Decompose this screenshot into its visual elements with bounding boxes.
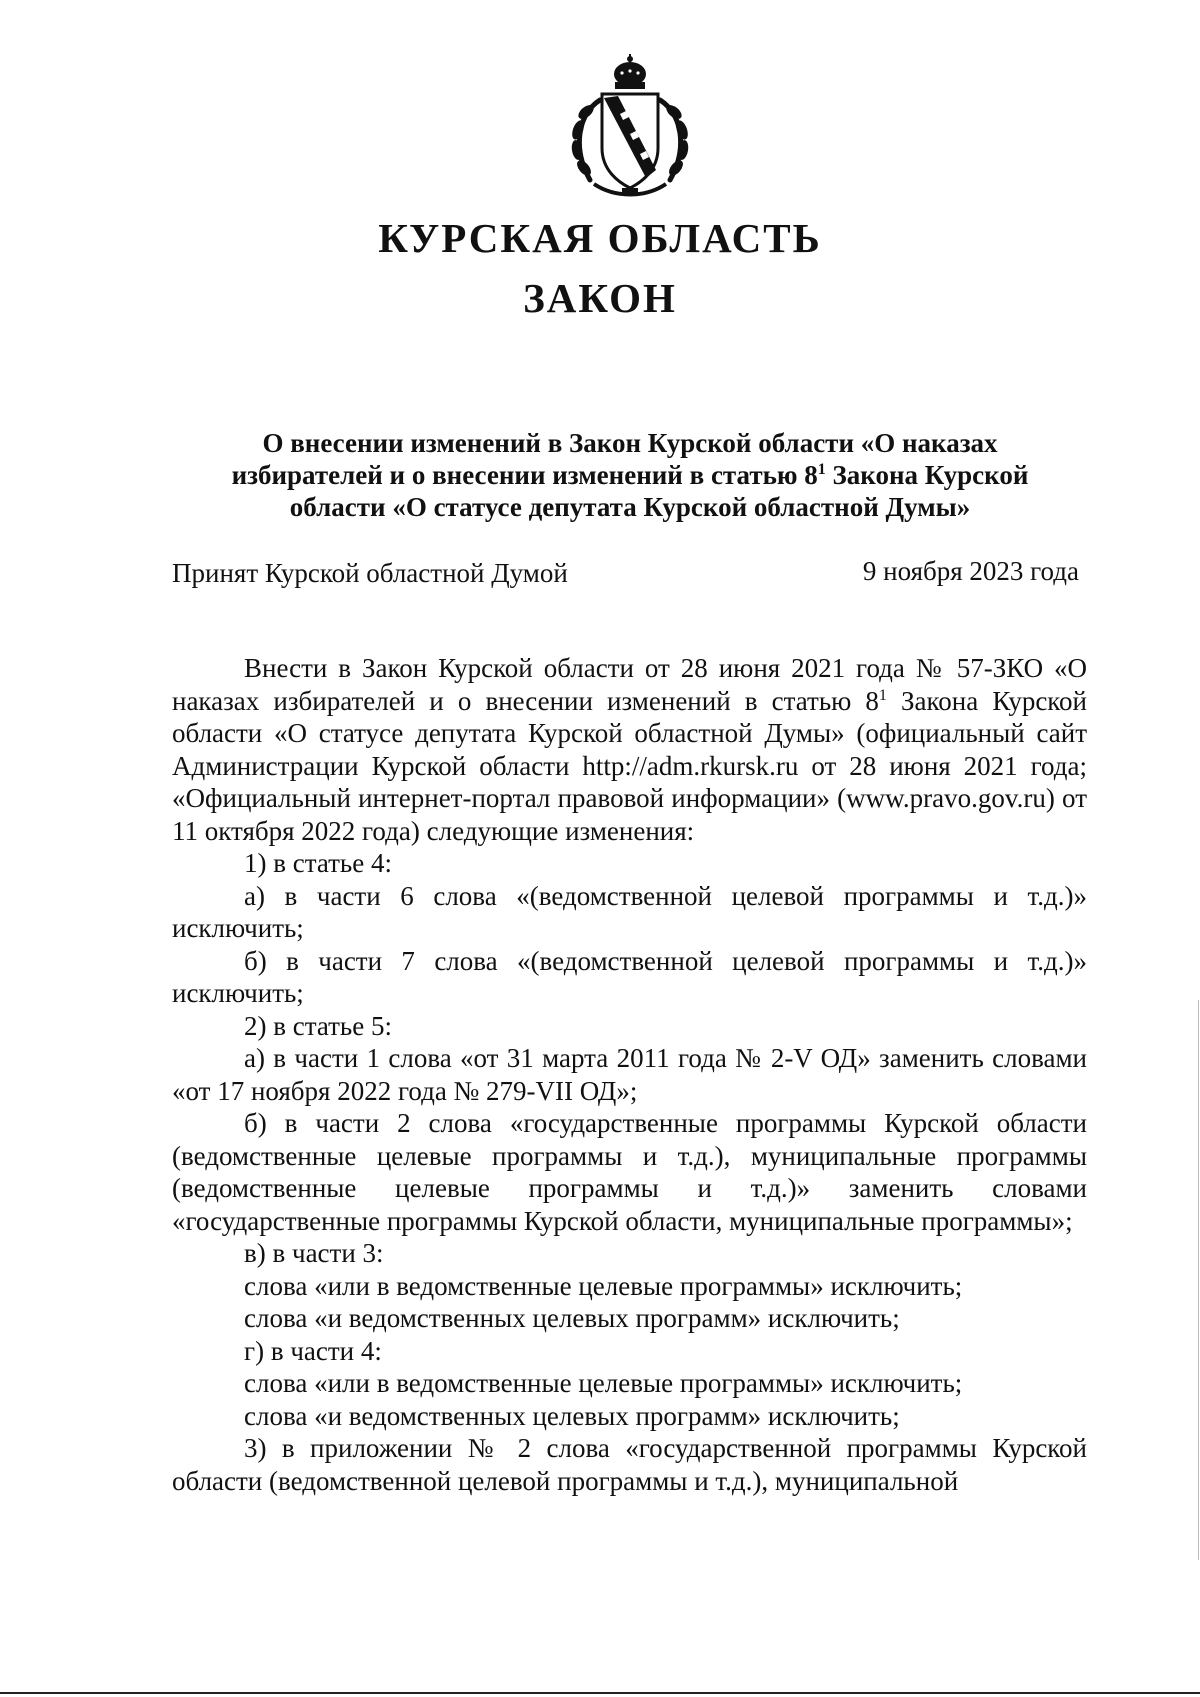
coat-of-arms-emblem: [560, 52, 700, 200]
adopted-date: 9 ноября 2023 года: [862, 556, 1079, 586]
heading-line-1: О внесении изменений в Закон Курской области «О наказах: [262, 428, 998, 458]
heading-line-2-tail: Закона Курской: [825, 460, 1029, 490]
law-heading: [170, 427, 1090, 523]
heading-line-2-text: избирателей и о внесении изменений в статью 8: [231, 460, 818, 490]
item-3: 3) в приложении № 2 слова «государственной программы Курской области (ведомственной целевой программы и т.д.), муниципальной: [172, 1433, 1087, 1496]
item-1b: б) в части 7 слова «(ведомственной целевой программы и т.д.)» исключить;: [172, 945, 1087, 1008]
item-1: 1) в статье 4:: [244, 848, 392, 878]
heading-line-2: [170, 459, 1090, 491]
intro-text-tail: Закона Курской области «О статусе депутата Курской областной Думы» (официальный сайт Администрации Курской области http://adm.rkursk.ru от 28 июня 2021 года; «Официальный интернет-портал правовой информации» (www.pravo.gov.ru) от 11 октября 2022 года) следующие изменения:: [172, 685, 1087, 846]
intro-superscript: 1: [878, 686, 887, 704]
item-2v-clause-1: слова «или в ведомственные целевые программы» исключить;: [244, 1270, 963, 1301]
document-type-title: ЗАКОН: [523, 275, 677, 321]
item-2a: а) в части 1 слова «от 31 марта 2011 года № 2-V ОД» заменить словами «от 17 ноября 2022 года № 279-VII ОД»;: [172, 1043, 1087, 1106]
intro-text: Внести в Закон Курской области от 28 июня 2021 года № 57-ЗКО «О наказах избирателей и о внесении изменений в статью 8: [172, 653, 1087, 716]
item-2b: б) в части 2 слова «государственные программы Курской области (ведомственные целевые программы и т.д.), муниципальные программы (ведомственные целевые программы и т.д.)» заменить словами «государственные программы Курской области, муниципальные программы»;: [172, 1108, 1087, 1236]
heading-superscript: 1: [817, 461, 826, 478]
scan-edge-line: [1198, 1000, 1199, 1560]
heading-line-3: области «О статусе депутата Курской областной Думы»: [289, 492, 971, 522]
item-2g-clause-2: слова «и ведомственных целевых программ» исключить;: [244, 1400, 900, 1431]
item-2g: г) в части 4:: [244, 1335, 382, 1366]
item-2v-clause-2: слова «и ведомственных целевых программ» исключить;: [244, 1303, 900, 1333]
intro-paragraph: [172, 652, 1087, 847]
item-2v: в) в части 3:: [244, 1238, 384, 1268]
item-1a: а) в части 6 слова «(ведомственной целевой программы и т.д.)» исключить;: [172, 880, 1087, 943]
item-2: 2) в статье 5:: [244, 1010, 392, 1041]
item-2g-clause-1: слова «или в ведомственные целевые программы» исключить;: [244, 1368, 963, 1398]
scan-bottom-edge: [0, 1692, 1200, 1694]
adopted-by: Принят Курской областной Думой: [172, 558, 568, 588]
law-body: [172, 652, 1087, 1497]
region-title: КУРСКАЯ ОБЛАСТЬ: [378, 215, 822, 261]
